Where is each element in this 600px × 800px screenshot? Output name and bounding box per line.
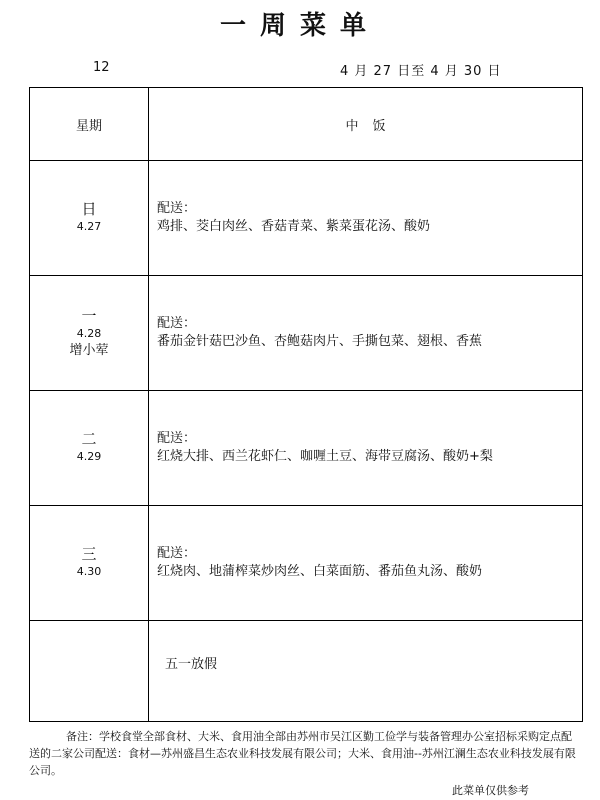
day-cell xyxy=(30,391,149,506)
header-day: 星期 xyxy=(30,88,149,161)
table-row xyxy=(30,276,583,391)
date-range: 4 月 27 日至 4 月 30 日 xyxy=(340,64,502,79)
meal-cell xyxy=(149,161,583,276)
weekday: 日 xyxy=(81,200,97,218)
menu-items: 红烧大排、西兰花虾仁、咖喱土豆、海带豆腐汤、酸奶+梨 xyxy=(157,449,493,464)
meal-cell xyxy=(149,391,583,506)
table-row xyxy=(30,621,583,722)
delivery-label: 配送： xyxy=(157,201,197,216)
delivery-label: 配送： xyxy=(157,316,197,331)
meal-cell xyxy=(149,276,583,391)
date: 4.30 xyxy=(76,565,102,578)
weekday: 三 xyxy=(81,545,97,563)
holiday-cell xyxy=(149,621,583,722)
day-cell xyxy=(30,506,149,621)
meal-cell xyxy=(149,506,583,621)
table-row xyxy=(30,506,583,621)
weekday: 二 xyxy=(81,430,97,448)
weekday: 一 xyxy=(81,306,97,325)
day-cell-empty xyxy=(30,621,149,722)
menu-items: 鸡排、茭白肉丝、香菇青菜、紫菜蛋花汤、酸奶 xyxy=(157,219,431,234)
menu-items: 番茄金针菇巴沙鱼、杏鲍菇肉片、手撕包菜、翅根、香蕉 xyxy=(157,334,483,349)
day-cell xyxy=(30,276,149,391)
date: 4.29 xyxy=(76,450,102,463)
menu-table xyxy=(29,87,583,722)
date: 4.27 xyxy=(76,220,102,233)
table-row xyxy=(30,391,583,506)
date: 4.28 xyxy=(76,326,102,340)
day-cell xyxy=(30,161,149,276)
footer-note: 此菜单仅供参考 xyxy=(452,784,529,797)
day-note: 增小荤 xyxy=(69,342,109,358)
table-header-row xyxy=(30,88,583,161)
header-lunch: 中饭 xyxy=(149,88,583,161)
delivery-label: 配送： xyxy=(157,431,197,446)
week-number: 12 xyxy=(93,60,110,75)
holiday-text: 五一放假 xyxy=(165,657,218,672)
page-title: 一周菜单 xyxy=(219,11,380,41)
table-row xyxy=(30,161,583,276)
menu-items: 红烧肉、地蒲榨菜炒肉丝、白菜面筋、番茄鱼丸汤、酸奶 xyxy=(157,564,483,579)
delivery-label: 配送： xyxy=(157,546,197,561)
remark: 备注：学校食堂全部食材、大米、食用油全部由苏州市吴江区勤工俭学与装备管理办公室招标采购定点配送的二家公司配送：食材—苏州盛昌生态农业科技发展有限公司；大米、食用油--苏州江澜生态农业科技发展有限公司。 xyxy=(29,730,576,777)
